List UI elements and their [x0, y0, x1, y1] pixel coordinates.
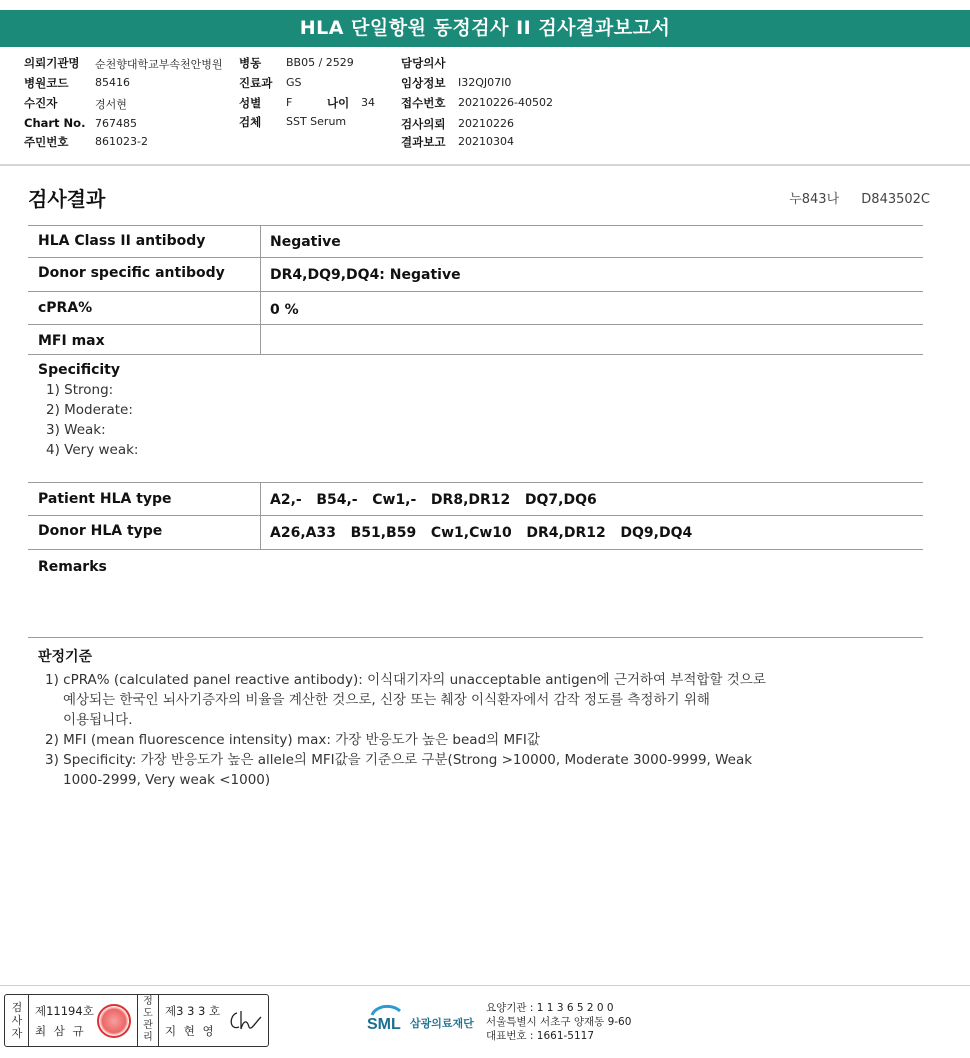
ward-label: 병동	[239, 56, 262, 70]
hla-label: Patient HLA type	[38, 491, 172, 507]
ward-value: BB05 / 2529	[286, 56, 354, 69]
clinical-label: 임상정보	[401, 76, 446, 90]
result-label: HLA Class II antibody	[38, 233, 206, 249]
report-date-value: 20210304	[458, 135, 514, 148]
contact-line: 서울특별시 서초구 양재동 9-60	[486, 1016, 632, 1028]
rrn-label: 주민번호	[24, 135, 69, 149]
receipt-label: 접수번호	[401, 96, 446, 110]
dept-value: GS	[286, 76, 302, 89]
specimen-value: SST Serum	[286, 115, 347, 128]
criteria-line: 3) Specificity: 가장 반응도가 높은 allele의 MFI값을 기준으로 구분(Strong >10000, Moderate 3000-9999, Weak	[45, 752, 753, 768]
criteria-line: 예상되는 한국인 뇌사기증자의 비율을 계산한 것으로, 신장 또는 췌장 이식환자에서 감작 정도를 측정하기 위해	[63, 692, 710, 708]
report-date-label: 결과보고	[401, 135, 446, 149]
receipt-value: 20210226-40502	[458, 96, 553, 109]
signature-icon	[227, 1007, 263, 1035]
result-value: 0 %	[270, 302, 299, 318]
hospital-code-value: 85416	[95, 76, 130, 89]
criteria-heading: 판정기준	[38, 649, 93, 665]
specificity-item: 3) Weak:	[46, 422, 106, 438]
request-label: 검사의뢰	[401, 117, 446, 131]
patient-value: 경서현	[95, 98, 127, 111]
reviewer-license: 제3 3 3 호	[165, 1004, 221, 1018]
institution-value: 순천향대학교부속천안병원	[95, 58, 223, 71]
result-row	[28, 226, 923, 258]
criteria-block	[38, 646, 898, 790]
footer-divider	[0, 985, 970, 986]
hla-row	[28, 516, 923, 550]
criteria-line: 2) MFI (mean fluorescence intensity) max: 가장 반응도가 높은 bead의 MFI값	[45, 732, 540, 748]
hla-label: Donor HLA type	[38, 523, 163, 539]
sml-logo-icon	[366, 1001, 406, 1037]
specificity-item: 2) Moderate:	[46, 402, 133, 418]
report-codes	[771, 188, 930, 207]
rrn-value: 861023-2	[95, 135, 148, 148]
info-divider	[0, 164, 970, 166]
remarks-label: Remarks	[38, 559, 107, 575]
reviewer-vertical-label: 정도관리	[143, 996, 153, 1043]
clinical-value: I32QJ07I0	[458, 76, 512, 89]
result-value: Negative	[270, 234, 341, 250]
result-row	[28, 292, 923, 325]
specimen-label: 검체	[239, 115, 262, 129]
chart-value: 767485	[95, 117, 137, 130]
dept-label: 진료과	[239, 76, 273, 90]
sex-value: F	[286, 96, 293, 109]
result-row	[28, 258, 923, 292]
criteria-line: 1) cPRA% (calculated panel reactive antibody): 이식대기자의 unacceptable antigen에 근거하여 부적합할 것으로	[45, 672, 766, 688]
inspector-name: 최 삼 규	[35, 1024, 86, 1038]
hla-row	[28, 483, 923, 516]
result-label: Donor specific antibody	[38, 265, 225, 281]
signature-box	[4, 994, 269, 1047]
code-1: 누843나	[789, 192, 840, 207]
contact-line: 대표번호 : 1661-5117	[486, 1030, 595, 1042]
criteria-line: 이용됩니다.	[63, 712, 133, 728]
code-2: D843502C	[861, 192, 930, 207]
patient-label: 수진자	[24, 96, 58, 110]
inspector-license: 제11194호	[35, 1004, 94, 1018]
hla-value: A2,- B54,- Cw1,- DR8,DR12 DQ7,DQ6	[270, 492, 597, 508]
criteria-divider	[28, 637, 923, 638]
org-name: 삼광의료재단	[410, 1017, 474, 1030]
contact-line: 요양기관 : 1 1 3 6 5 2 0 0	[486, 1002, 614, 1014]
age-label: 나이	[327, 96, 350, 110]
inspector-vertical-label: 검사자	[11, 1001, 23, 1040]
request-value: 20210226	[458, 117, 514, 130]
report-title: HLA 단일항원 동정검사 II 검사결과보고서	[0, 10, 970, 47]
criteria-line: 1000-2999, Very weak <1000)	[63, 772, 271, 788]
result-row	[28, 325, 923, 355]
sml-logo-text: SML	[367, 1016, 401, 1033]
hla-value: A26,A33 B51,B59 Cw1,Cw10 DR4,DR12 DQ9,DQ4	[270, 525, 693, 541]
specificity-item: 4) Very weak:	[46, 442, 139, 458]
doctor-label: 담당의사	[401, 56, 446, 70]
result-value: DR4,DQ9,DQ4: Negative	[270, 267, 461, 283]
specificity-heading: Specificity	[38, 362, 120, 378]
institution-label: 의뢰기관명	[24, 56, 80, 70]
specificity-block	[38, 362, 138, 460]
result-label: MFI max	[38, 333, 105, 349]
sex-label: 성별	[239, 96, 262, 110]
result-label: cPRA%	[38, 300, 93, 316]
hospital-code-label: 병원코드	[24, 76, 69, 90]
org-contact	[486, 1001, 631, 1043]
chart-label: Chart No.	[24, 116, 86, 130]
patient-info-block	[0, 53, 970, 165]
section-title: 검사결과	[28, 187, 106, 211]
reviewer-name: 지 현 영	[165, 1024, 216, 1038]
age-value: 34	[361, 96, 375, 109]
specificity-item: 1) Strong:	[46, 382, 114, 398]
